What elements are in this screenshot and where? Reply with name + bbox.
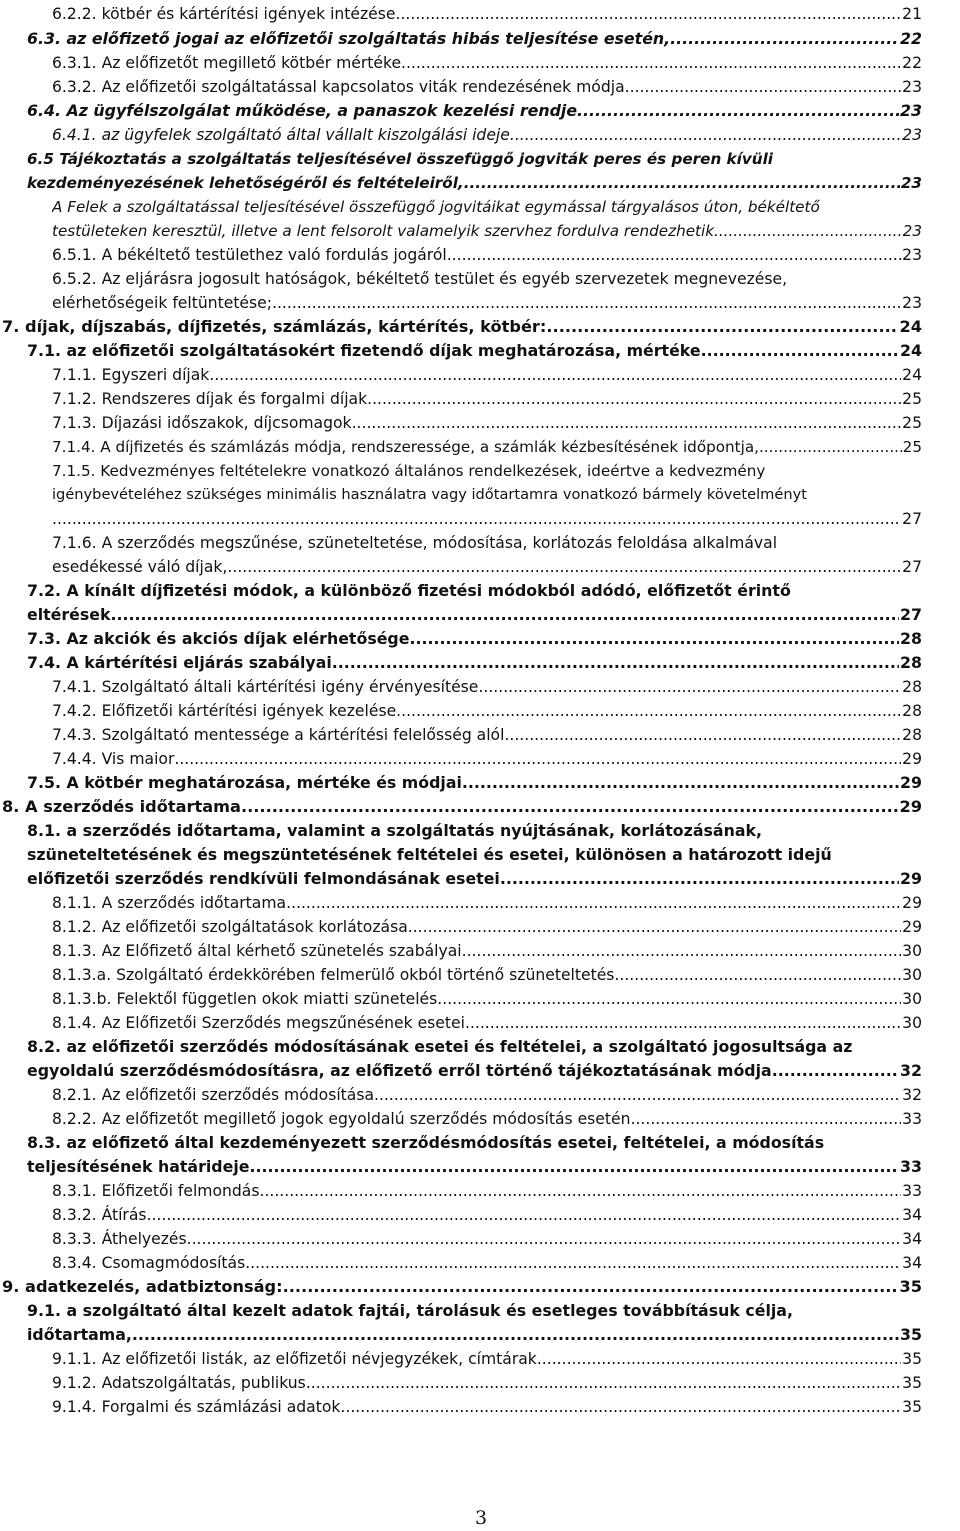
toc-entry-page: 33 xyxy=(900,1157,922,1176)
toc-entry-title: 7.4.2. Előfizetői kártérítési igények kezelése xyxy=(52,702,397,720)
toc-leader xyxy=(462,939,902,963)
toc-entry-title: 7. díjak, díjszabás, díjfizetés, számlázás, kártérítés, kötbér: xyxy=(2,317,547,336)
toc-entry-title: 7.1.6. A szerződés megszűnése, szüneteltetése, módosítása, korlátozás feloldása alkalmával xyxy=(52,534,778,552)
toc-entry[interactable] xyxy=(27,1131,922,1155)
toc-entry[interactable] xyxy=(52,1227,922,1251)
toc-entry-title: előfizetői szerződés rendkívüli felmondásának esetei xyxy=(27,869,500,888)
toc-entry-title: 6.2.2. kötbér és kártérítési igények intézése xyxy=(52,5,396,23)
toc-entry[interactable] xyxy=(52,1107,922,1131)
toc-entry[interactable] xyxy=(27,1299,922,1323)
toc-entry[interactable] xyxy=(27,1323,922,1347)
toc-entry[interactable] xyxy=(52,243,922,267)
toc-leader xyxy=(283,1275,899,1299)
toc-entry-page: 24 xyxy=(902,366,922,384)
toc-entry-page: 35 xyxy=(902,1398,922,1416)
toc-leader xyxy=(187,1227,902,1251)
toc-entry[interactable] xyxy=(2,315,922,339)
toc-entry[interactable] xyxy=(52,267,922,291)
toc-entry-title: kezdeményezésének lehetőségéről és feltételeiről, xyxy=(27,174,464,192)
toc-entry-page: 29 xyxy=(899,797,922,816)
toc-entry[interactable] xyxy=(52,1203,922,1227)
toc-leader xyxy=(500,867,899,891)
toc-entry-page: 23 xyxy=(902,222,922,240)
toc-entry-title: 7.4. A kártérítési eljárás szabályai xyxy=(27,653,332,672)
toc-entry-page: 30 xyxy=(902,966,922,984)
toc-entry[interactable] xyxy=(52,75,922,99)
toc-leader xyxy=(241,795,899,819)
toc-entry[interactable] xyxy=(27,843,960,867)
toc-leader xyxy=(174,747,901,771)
toc-entry-title: 6.3. az előfizető jogai az előfizetői szolgáltatás hibás teljesítése esetén, xyxy=(27,29,671,48)
toc-entry[interactable] xyxy=(27,1059,922,1083)
toc-entry-page: 28 xyxy=(902,678,922,696)
toc-entry-title: 9.1. a szolgáltató által kezelt adatok fajtái, tárolásuk és esetleges továbbításuk célja, xyxy=(27,1301,793,1320)
toc-leader xyxy=(374,1083,901,1107)
toc-entry[interactable] xyxy=(52,1347,922,1371)
toc-entry-page: 23 xyxy=(902,246,922,264)
toc-entry-title: 8.3.4. Csomagmódosítás xyxy=(52,1254,246,1272)
toc-entry[interactable] xyxy=(27,651,922,675)
toc-entry-title: 6.3.1. Az előfizetőt megillető kötbér mértéke xyxy=(52,54,402,72)
toc-entry[interactable] xyxy=(52,891,922,915)
toc-leader xyxy=(209,363,901,387)
toc-entry-title: 7.1.3. Díjazási időszakok, díjcsomagok xyxy=(52,414,352,432)
toc-entry-title: 8.1.3.b. Felektől független okok miatti szünetelés xyxy=(52,990,438,1008)
toc-entry[interactable] xyxy=(27,339,922,363)
toc-leader xyxy=(759,435,902,459)
toc-entry[interactable] xyxy=(52,483,960,507)
toc-entry[interactable] xyxy=(27,147,922,171)
toc-entry-page: 30 xyxy=(902,1014,922,1032)
toc-entry-title: igénybevételéhez szükséges minimális használatra vagy időtartamra vonatkozó bármely követelményt xyxy=(52,486,807,503)
toc-entry-page: 28 xyxy=(902,702,922,720)
toc-entry[interactable] xyxy=(52,195,922,219)
toc-leader xyxy=(340,1395,901,1419)
toc-entry[interactable] xyxy=(52,939,922,963)
toc-leader xyxy=(437,987,901,1011)
toc-entry[interactable] xyxy=(52,387,922,411)
toc-entry-page: 35 xyxy=(902,1350,922,1368)
toc-entry[interactable] xyxy=(52,1395,922,1419)
toc-entry-title: 8.1.3. Az Előfizető által kérhető szünetelés szabályai xyxy=(52,942,462,960)
toc-entry-title: 9.1.2. Adatszolgáltatás, publikus xyxy=(52,1374,306,1392)
toc-leader xyxy=(147,1203,902,1227)
toc-entry-title: 8.2.1. Az előfizetői szerződés módosítása xyxy=(52,1086,375,1104)
toc-leader xyxy=(245,1251,901,1275)
toc-entry-title: elérhetőségeik feltüntetése; xyxy=(52,294,273,312)
toc-entry[interactable] xyxy=(52,963,922,987)
toc-leader xyxy=(111,603,899,627)
toc-entry-title: 9.1.1. Az előfizetői listák, az előfizetői névjegyzékek, címtárak xyxy=(52,1350,537,1368)
toc-entry[interactable] xyxy=(27,171,922,195)
toc-leader xyxy=(447,243,901,267)
toc-entry[interactable] xyxy=(52,1371,922,1395)
toc-entry[interactable] xyxy=(52,1011,922,1035)
toc-entry-title: testületeken keresztül, illetve a lent felsorolt valamelyik szervhez fordulva rendezhetik. xyxy=(52,222,719,240)
toc-entry-title: 6.5.2. Az eljárásra jogosult hatóságok, békéltető testület és egyéb szervezetek megnevezése, xyxy=(52,270,788,288)
toc-entry-page: 28 xyxy=(900,629,922,648)
toc-entry-page: 27 xyxy=(902,558,922,576)
toc-entry-page: 35 xyxy=(900,1325,922,1344)
toc-leader xyxy=(537,1347,901,1371)
toc-entry-title: 6.5.1. A békéltető testülethez való fordulás jogáról xyxy=(52,246,447,264)
toc-entry-page: 35 xyxy=(902,1374,922,1392)
toc-entry-title: 9.1.4. Forgalmi és számlázási adatok xyxy=(52,1398,341,1416)
toc-entry-title: 7.2. A kínált díjfizetési módok, a különböző fizetési módokból adódó, előfizetőt érintő xyxy=(27,581,791,600)
toc-entry-title: 8.1.3.a. Szolgáltató érdekkörében felmerülő okból történő szüneteltetés xyxy=(52,966,615,984)
toc-entry-page: 23 xyxy=(900,101,922,120)
toc-entry-page: 24 xyxy=(900,341,922,360)
toc-entry-title: 7.4.3. Szolgáltató mentessége a kártérítési felelősség alól xyxy=(52,726,505,744)
toc-entry[interactable] xyxy=(52,411,922,435)
toc-entry-title: 8.3. az előfizető által kezdeményezett szerződésmódosítás esetei, feltételei, a módosítás xyxy=(27,1133,825,1152)
toc-entry-page: 22 xyxy=(902,54,922,72)
toc-entry[interactable] xyxy=(52,987,922,1011)
toc-entry-page: 32 xyxy=(902,1086,922,1104)
toc-entry[interactable] xyxy=(27,1155,922,1179)
toc-entry[interactable] xyxy=(52,51,922,75)
toc-entry[interactable] xyxy=(52,2,922,26)
toc-entry-page: 33 xyxy=(902,1182,922,1200)
toc-entry-page: 29 xyxy=(902,750,922,768)
toc-entry-page: 34 xyxy=(902,1254,922,1272)
toc-entry-page: 28 xyxy=(902,726,922,744)
toc-entry-page: 29 xyxy=(902,894,922,912)
toc-entry-title: 8. A szerződés időtartama xyxy=(2,797,241,816)
toc-leader xyxy=(259,1179,901,1203)
toc-entry-page: 29 xyxy=(902,918,922,936)
toc-entry-title: 8.2.2. Az előfizetőt megillető jogok egyoldalú szerződés módosítás esetén xyxy=(52,1110,631,1128)
toc-entry[interactable] xyxy=(27,627,922,651)
toc-entry-page: 24 xyxy=(899,317,922,336)
toc-leader xyxy=(367,387,901,411)
toc-entry[interactable] xyxy=(52,555,922,579)
toc-entry[interactable] xyxy=(52,1083,922,1107)
toc-leader xyxy=(670,27,899,51)
toc-entry[interactable] xyxy=(27,579,922,603)
toc-entry[interactable] xyxy=(27,867,922,891)
toc-entry[interactable] xyxy=(52,675,922,699)
toc-leader xyxy=(272,291,901,315)
toc-entry-title: 7.4.4. Vis maior xyxy=(52,750,175,768)
toc-leader xyxy=(719,219,902,243)
toc-entry[interactable] xyxy=(52,507,922,531)
toc-entry-page: 27 xyxy=(902,510,922,528)
toc-entry-title: 8.3.2. Átírás xyxy=(52,1206,147,1224)
toc-entry-page: 25 xyxy=(902,390,922,408)
toc-entry-title: egyoldalú szerződésmódosításra, az előfizető erről történő tájékoztatásának módja xyxy=(27,1061,772,1080)
toc-entry[interactable] xyxy=(27,603,922,627)
toc-leader xyxy=(306,1371,901,1395)
toc-entry[interactable] xyxy=(52,435,922,459)
toc-entry-title: szüneteltetésének és megszüntetésének feltételei és esetei, különösen a határozott idejű xyxy=(27,845,832,864)
toc-leader xyxy=(332,651,899,675)
toc-leader xyxy=(772,1059,899,1083)
toc-leader xyxy=(396,2,902,26)
toc-entry-page: 30 xyxy=(902,990,922,1008)
toc-entry[interactable] xyxy=(52,699,922,723)
toc-leader xyxy=(249,1155,899,1179)
toc-entry-page: 23 xyxy=(902,294,922,312)
toc-entry-title: 8.1.4. Az Előfizetői Szerződés megszűnésének esetei xyxy=(52,1014,465,1032)
toc-entry-title: 8.1.2. Az előfizetői szolgáltatások korlátozása xyxy=(52,918,408,936)
toc-entry-title: 8.2. az előfizetői szerződés módosításának esetei és feltételei, a szolgáltató jogosultsága az xyxy=(27,1037,853,1056)
toc-leader xyxy=(504,723,901,747)
toc-entry-title: eltérések xyxy=(27,605,111,624)
toc-entry[interactable] xyxy=(27,1035,960,1059)
toc-leader xyxy=(52,507,901,531)
toc-entry-page: 22 xyxy=(900,29,922,48)
toc-entry[interactable] xyxy=(2,1275,922,1299)
toc-leader xyxy=(462,771,899,795)
toc-entry-title: 6.4.1. az ügyfelek szolgáltató által vállalt kiszolgálási ideje xyxy=(52,126,510,144)
toc-entry-title: 7.1.4. A díjfizetés és számlázás módja, rendszeressége, a számlák kézbesítésének időpontja, xyxy=(52,438,759,456)
toc-leader xyxy=(625,75,902,99)
toc-entry-title: 7.4.1. Szolgáltató általi kártérítési igény érvényesítése xyxy=(52,678,479,696)
toc-entry-title: 8.3.1. Előfizetői felmondás xyxy=(52,1182,260,1200)
toc-leader xyxy=(401,51,901,75)
toc-entry-title: 7.1.2. Rendszeres díjak és forgalmi díjak xyxy=(52,390,368,408)
toc-entry[interactable] xyxy=(27,99,922,123)
toc-entry-page: 27 xyxy=(900,605,922,624)
toc-entry-page: 25 xyxy=(902,438,922,456)
toc-leader xyxy=(408,915,901,939)
toc-entry-page: 25 xyxy=(902,414,922,432)
toc-entry-title: 7.3. Az akciók és akciós díjak elérhetősége xyxy=(27,629,410,648)
toc-leader xyxy=(286,891,901,915)
toc-entry-title: időtartama, xyxy=(27,1325,132,1344)
toc-entry-page: 35 xyxy=(899,1277,922,1296)
toc-entry[interactable] xyxy=(52,123,922,147)
toc-entry[interactable] xyxy=(27,819,922,843)
toc-entry-title: teljesítésének határideje xyxy=(27,1157,250,1176)
toc-entry-title: esedékessé váló díjak, xyxy=(52,558,228,576)
page-number: 3 xyxy=(474,1507,488,1529)
toc-leader xyxy=(464,171,900,195)
toc-entry[interactable] xyxy=(52,1179,922,1203)
toc-entry[interactable] xyxy=(52,747,922,771)
toc-entry[interactable] xyxy=(52,915,922,939)
toc-entry[interactable] xyxy=(52,219,922,243)
toc-leader xyxy=(352,411,902,435)
toc-leader xyxy=(396,699,901,723)
toc-leader xyxy=(227,555,901,579)
toc-leader xyxy=(631,1107,902,1131)
toc-leader xyxy=(510,123,901,147)
toc-entry-title: 7.1. az előfizetői szolgáltatásokért fizetendő díjak meghatározása, mértéke xyxy=(27,341,701,360)
toc-entry-page: 30 xyxy=(902,942,922,960)
toc-entry-page: 23 xyxy=(902,126,922,144)
toc-entry-title: 6.3.2. Az előfizetői szolgáltatással kapcsolatos viták rendezésének módja xyxy=(52,78,625,96)
toc-leader xyxy=(577,99,899,123)
toc-entry[interactable] xyxy=(52,531,922,555)
toc-entry-page: 32 xyxy=(900,1061,922,1080)
toc-leader xyxy=(701,339,899,363)
toc-entry[interactable] xyxy=(27,27,922,51)
toc-entry-page: 28 xyxy=(900,653,922,672)
toc-entry-title: 8.1.1. A szerződés időtartama xyxy=(52,894,287,912)
toc-leader xyxy=(546,315,898,339)
toc-entry-title: 6.4. Az ügyfélszolgálat működése, a panaszok kezelési rendje xyxy=(27,101,578,120)
toc-leader xyxy=(465,1011,901,1035)
toc-entry[interactable] xyxy=(2,795,922,819)
toc-entry[interactable] xyxy=(52,291,922,315)
toc-leader xyxy=(614,963,901,987)
toc-entry-page: 33 xyxy=(902,1110,922,1128)
toc-entry-title: 7.1.1. Egyszeri díjak xyxy=(52,366,210,384)
toc-entry-page: 21 xyxy=(902,5,922,23)
toc-leader xyxy=(478,675,901,699)
toc-entry-page: 29 xyxy=(900,869,922,888)
toc-entry[interactable] xyxy=(52,723,922,747)
toc-entry-title: 9. adatkezelés, adatbiztonság: xyxy=(2,1277,283,1296)
toc-entry-title: 6.5 Tájékoztatás a szolgáltatás teljesítésével összefüggő jogviták peres és peren kívüli xyxy=(27,150,773,168)
toc-entry-page: 23 xyxy=(900,174,922,192)
toc-entry[interactable] xyxy=(27,771,922,795)
toc-leader xyxy=(409,627,899,651)
toc-entry-title: A Felek a szolgáltatással teljesítésével összefüggő jogvitáikat egymással tárgyalásos úton, békéltető xyxy=(52,198,820,216)
toc-entry-page: 34 xyxy=(902,1230,922,1248)
toc-entry-title: 8.3.3. Áthelyezés xyxy=(52,1230,187,1248)
toc-entry-page: 23 xyxy=(902,78,922,96)
toc-entry-page: 34 xyxy=(902,1206,922,1224)
toc-entry-title: 8.1. a szerződés időtartama, valamint a szolgáltatás nyújtásának, korlátozásának, xyxy=(27,821,762,840)
toc-entry[interactable] xyxy=(52,1251,922,1275)
toc-entry[interactable] xyxy=(52,363,922,387)
toc-entry-title: 7.1.5. Kedvezményes feltételekre vonatkozó általános rendelkezések, ideértve a kedvezmény xyxy=(52,462,766,480)
toc-entry-page: 29 xyxy=(900,773,922,792)
toc-leader xyxy=(132,1323,899,1347)
toc-entry-title: 7.5. A kötbér meghatározása, mértéke és módjai xyxy=(27,773,462,792)
toc-entry[interactable] xyxy=(52,459,922,483)
